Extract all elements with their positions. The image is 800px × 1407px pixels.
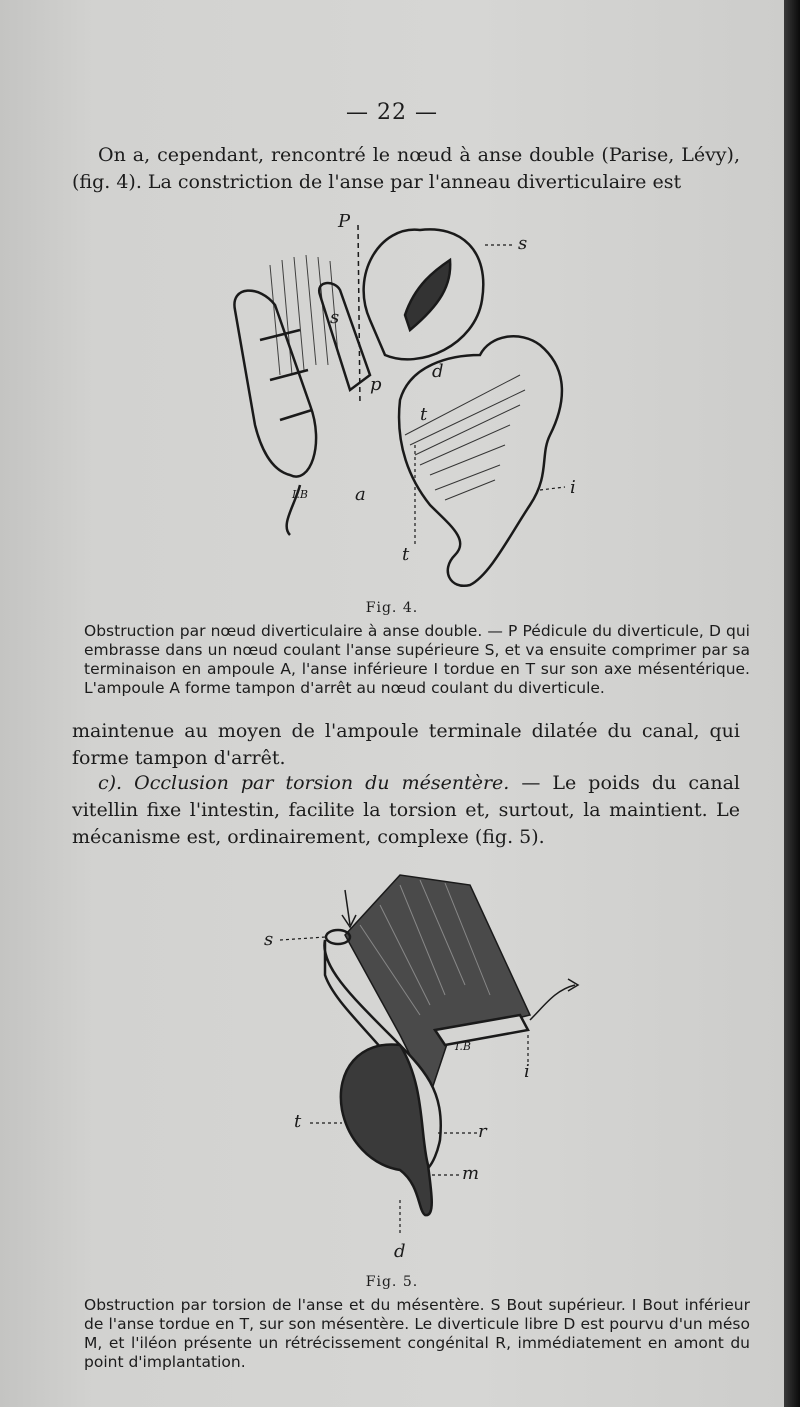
fig4-label-ib: I.B [292,488,308,501]
fig5-label-ib: I.B [455,1040,471,1053]
fig5-label-t: t [294,1111,302,1132]
fig5-label-m: m [462,1163,480,1184]
page-edge-shadow [784,0,800,1407]
fig4-label-t-upper: t [420,404,428,425]
section-c [72,770,740,851]
paragraph-top [72,142,740,196]
figure-4-caption: Obstruction par nœud diverticulaire à anse double. — P Pédicule du diverticule, D qui embrasse dans un nœud coulant l'anse supérieure S, et va ensuite comprimer par sa terminaison en ampoule A, l'anse inférieure I tordue en T sur son axe mésentérique. L'ampoule A forme tampon d'arrêt au nœud coulant du diverticule. [84,622,750,697]
figure-5-illustration [250,865,590,1270]
fig4-label-i: i [570,477,576,498]
fig4-label-s-right: s [518,233,528,254]
fig4-label-s-left: s [330,307,340,328]
figure-4-label: Fig. 4. [365,600,419,616]
fig4-label-p-lower: p [370,374,382,395]
paragraph-top-text: On a, cependant, rencontré le nœud à anse double (Parise, Lévy), (fig. 4). La constriction de l'anse par l'anneau diverticulaire est [72,144,740,193]
fig5-label-r: r [478,1121,487,1142]
fig4-label-a: a [355,484,366,505]
fig4-label-d: d [432,361,444,382]
page-number: — 22 — [346,100,438,125]
section-c-text: Le poids du canal vitellin fixe l'intestin, facilite la torsion et, surtout, la maintient. Le mécanisme est, ordinairement, complexe (fig. 5). [72,772,740,848]
figure-5-caption: Obstruction par torsion de l'anse et du mésentère. S Bout supérieur. I Bout inférieur de l'anse tordue en T, sur son mésentère. Le diverticule libre D est pourvu d'un méso M, et l'iléon présente un rétrécissement congénital R, immédiatement en amont du point d'implantation. [84,1296,750,1371]
fig4-label-p-upper: P [338,211,351,232]
section-c-paragraph [72,770,740,851]
fig5-label-d: d [394,1241,406,1262]
figure-4-illustration [220,205,590,600]
figure-5-label: Fig. 5. [365,1274,419,1290]
fig4-label-t-lower: t [402,544,410,565]
section-c-heading: c). Occlusion par torsion du mésentère. [98,772,510,794]
paragraph-mid [72,718,740,772]
paragraph-mid-text: maintenue au moyen de l'ampoule terminale dilatée du canal, qui forme tampon d'arrêt. [72,720,740,769]
section-c-dash: — [509,772,553,794]
fig5-label-i: i [524,1061,530,1082]
fig5-label-s: s [264,929,274,950]
